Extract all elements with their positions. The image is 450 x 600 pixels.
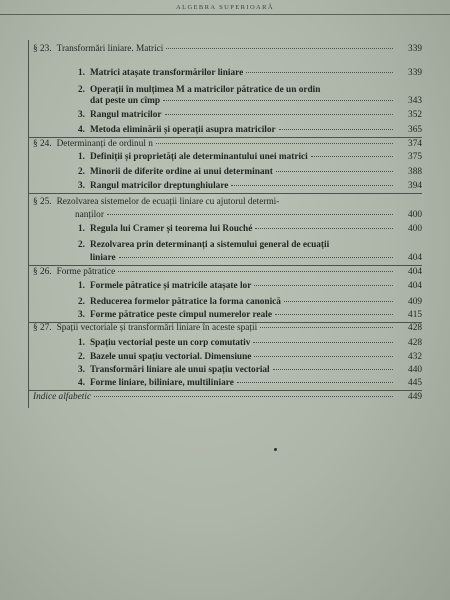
toc-title: nanților bbox=[75, 210, 104, 220]
leader-dots bbox=[273, 368, 393, 370]
toc-item-row bbox=[90, 96, 422, 107]
toc-item-row bbox=[78, 240, 422, 251]
toc-title: Rangul matricilor bbox=[89, 110, 162, 120]
toc-title: dat peste un cîmp bbox=[90, 96, 160, 106]
leader-dots bbox=[282, 201, 393, 202]
page-number: 388 bbox=[408, 167, 422, 177]
toc-title: Definiții și proprietăți ale determinantului unei matrici bbox=[89, 152, 308, 162]
leader-dots bbox=[253, 341, 393, 343]
toc-number: 3. bbox=[78, 365, 85, 375]
leader-dots bbox=[118, 270, 393, 272]
toc-section-row bbox=[33, 267, 422, 278]
toc-index-row bbox=[33, 392, 422, 403]
toc-number: § 26. bbox=[33, 267, 52, 277]
paper-speck bbox=[274, 448, 277, 451]
toc-number: 1. bbox=[78, 152, 85, 162]
toc-item-row bbox=[78, 378, 422, 389]
toc-section-row bbox=[33, 139, 422, 150]
page-number: 432 bbox=[408, 352, 422, 362]
toc-title: Rangul matricilor dreptunghiulare bbox=[89, 181, 229, 191]
page-number: 394 bbox=[408, 181, 422, 191]
toc-number: 2. bbox=[78, 167, 85, 177]
toc-number: 1. bbox=[78, 68, 85, 78]
toc-title: Transformări liniare ale unui spațiu vectorial bbox=[89, 365, 270, 375]
toc-number: 2. bbox=[78, 352, 85, 362]
leader-dots bbox=[254, 284, 393, 286]
section-divider bbox=[28, 193, 422, 194]
section-divider bbox=[28, 265, 422, 266]
toc-number: 1. bbox=[78, 338, 85, 348]
toc-section-row bbox=[33, 323, 422, 334]
toc-number: § 25. bbox=[33, 197, 52, 207]
toc-number: 1. bbox=[78, 281, 85, 291]
toc-section-row bbox=[75, 210, 422, 221]
page-number: 400 bbox=[408, 224, 422, 234]
section-divider bbox=[28, 137, 422, 138]
header-title: ALGEBRA SUPERIOARĂ bbox=[176, 4, 274, 11]
page-number: 352 bbox=[408, 110, 422, 120]
toc-title: Indice alfabetic bbox=[33, 392, 92, 402]
leader-dots bbox=[237, 381, 393, 383]
toc-number: 2. bbox=[78, 240, 85, 250]
toc-title: Forme pătratice bbox=[56, 267, 116, 277]
leader-dots bbox=[254, 355, 393, 357]
page-number: 400 bbox=[408, 210, 422, 220]
toc-number: § 23. bbox=[33, 44, 52, 54]
toc-title: Rezolvarea prin determinanți a sistemului general de ecuații bbox=[89, 240, 330, 250]
toc-item-row bbox=[78, 167, 422, 178]
toc-item-row bbox=[78, 352, 422, 363]
page-number: 409 bbox=[408, 297, 422, 307]
page-number: 445 bbox=[408, 378, 422, 388]
toc-title: Operații în mulțimea M a matricilor pătratice de un ordin bbox=[89, 85, 321, 95]
toc-number: 1. bbox=[78, 224, 85, 234]
leader-dots bbox=[284, 300, 393, 302]
leader-dots bbox=[246, 71, 393, 73]
page-number: 404 bbox=[408, 253, 422, 263]
toc-section-row bbox=[33, 197, 422, 208]
page-number: 339 bbox=[408, 68, 422, 78]
toc-item-row bbox=[78, 224, 422, 235]
toc-item-row bbox=[78, 365, 422, 376]
page-number: 415 bbox=[408, 310, 422, 320]
page-number: 428 bbox=[408, 338, 422, 348]
page-number: 428 bbox=[408, 323, 422, 333]
toc-item-row bbox=[78, 68, 422, 79]
toc-title: Forme pătratice peste cîmpul numerelor reale bbox=[89, 310, 272, 320]
toc-number: 3. bbox=[78, 181, 85, 191]
leader-dots bbox=[276, 170, 393, 172]
toc-number: 3. bbox=[78, 310, 85, 320]
page-number: 339 bbox=[408, 44, 422, 54]
leader-dots bbox=[279, 128, 393, 130]
leader-dots bbox=[323, 89, 393, 90]
toc-title: Formele pătratice și matricile atașate lor bbox=[89, 281, 252, 291]
toc-number: 3. bbox=[78, 110, 85, 120]
toc-title: Transformări liniare. Matrici bbox=[56, 44, 164, 54]
leader-dots bbox=[165, 113, 393, 115]
toc-title: Regula lui Cramer și teorema lui Rouché bbox=[89, 224, 253, 234]
leader-dots bbox=[166, 47, 393, 49]
toc-title: liniare bbox=[90, 253, 116, 263]
page-number: 404 bbox=[408, 267, 422, 277]
toc-title: Bazele unui spațiu vectorial. Dimensiune bbox=[89, 352, 252, 362]
toc-number: 4. bbox=[78, 125, 85, 135]
page-number: 365 bbox=[408, 125, 422, 135]
toc-item-row bbox=[78, 310, 422, 321]
leader-dots bbox=[231, 184, 393, 186]
page-number: 375 bbox=[408, 152, 422, 162]
toc-item-row bbox=[78, 338, 422, 349]
toc-title: Matrici atașate transformărilor liniare bbox=[89, 68, 244, 78]
leader-dots bbox=[163, 99, 393, 101]
page-number: 440 bbox=[408, 365, 422, 375]
leader-dots bbox=[119, 256, 393, 258]
toc-title: Rezolvarea sistemelor de ecuații liniare cu ajutorul determi- bbox=[56, 197, 280, 207]
toc-number: 2. bbox=[78, 85, 85, 95]
toc-title: Forme liniare, biliniare, multiliniare bbox=[89, 378, 234, 388]
left-vertical-rule bbox=[28, 40, 29, 408]
toc-item-row bbox=[78, 125, 422, 136]
section-divider bbox=[28, 390, 422, 391]
toc-title: Spații vectoriale și transformări liniare în aceste spații bbox=[56, 323, 258, 333]
toc-title: Minorii de diferite ordine ai unui determinant bbox=[89, 167, 273, 177]
toc-number: 4. bbox=[78, 378, 85, 388]
page-number: 343 bbox=[408, 96, 422, 106]
leader-dots bbox=[275, 313, 393, 315]
page-number: 449 bbox=[408, 392, 422, 402]
leader-dots bbox=[332, 244, 393, 245]
toc-number: 2. bbox=[78, 297, 85, 307]
leader-dots bbox=[156, 142, 393, 144]
toc-number: § 24. bbox=[33, 139, 52, 149]
toc-item-row bbox=[90, 253, 422, 264]
toc-section-row bbox=[33, 44, 422, 55]
toc-number: § 27. bbox=[33, 323, 52, 333]
toc-item-row bbox=[78, 110, 422, 121]
toc-item-row bbox=[78, 297, 422, 308]
toc-item-row bbox=[78, 152, 422, 163]
leader-dots bbox=[107, 213, 393, 215]
leader-dots bbox=[94, 395, 393, 397]
toc-item-row bbox=[78, 85, 422, 96]
toc-item-row bbox=[78, 181, 422, 192]
page-number: 404 bbox=[408, 281, 422, 291]
leader-dots bbox=[311, 155, 393, 157]
toc-title: Metoda eliminării și operații asupra matricilor bbox=[89, 125, 276, 135]
toc-item-row bbox=[78, 281, 422, 292]
toc-title: Spațiu vectorial peste un corp comutativ bbox=[89, 338, 251, 348]
leader-dots bbox=[260, 326, 393, 328]
page-number: 374 bbox=[408, 139, 422, 149]
toc-title: Reducerea formelor pătratice la forma canonică bbox=[89, 297, 281, 307]
leader-dots bbox=[255, 227, 393, 229]
toc-title: Determinanți de ordinul n bbox=[56, 139, 153, 149]
